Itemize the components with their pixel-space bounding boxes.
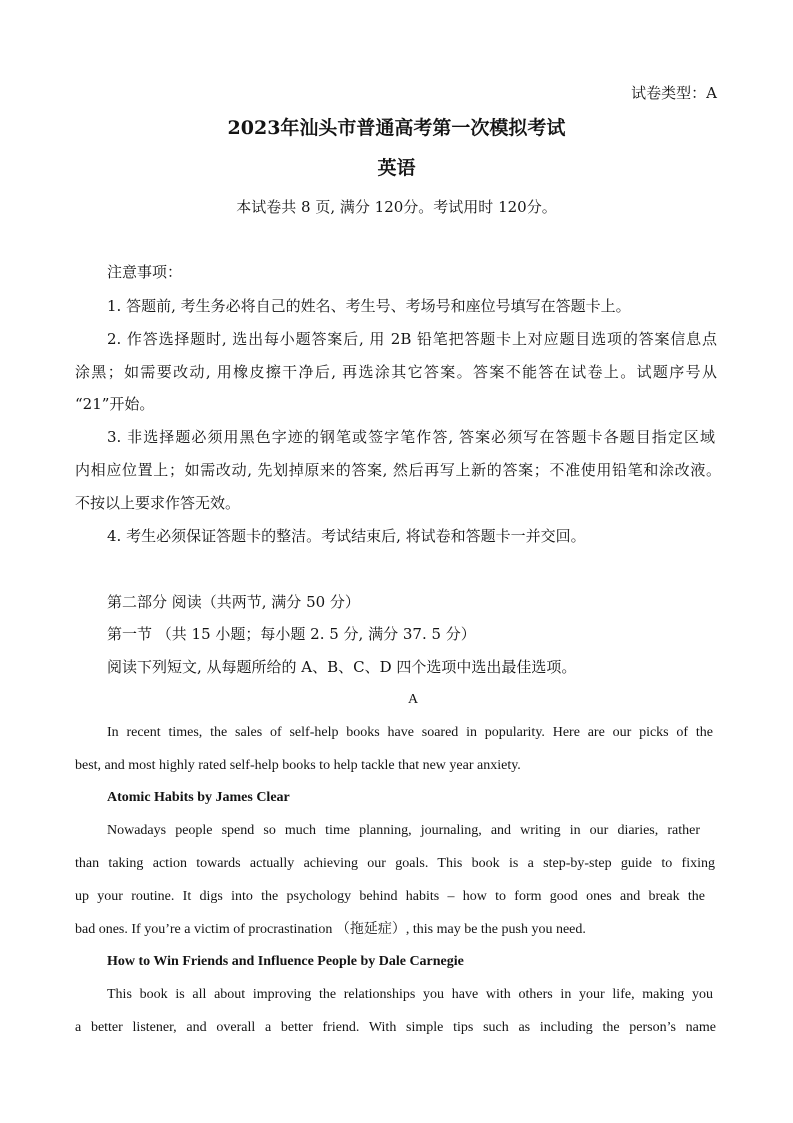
- notice-line: 1. 答题前, 考生务必将自己的姓名、考生号、考场号和座位号填写在答题卡上。: [107, 297, 631, 315]
- book-description-line: This book is all about improving the relationships you have with others in your life, making you: [107, 987, 713, 1002]
- notice-line: “21”开始。: [75, 395, 155, 413]
- subject-title: 英语: [377, 157, 416, 179]
- book-description-line: Nowadays people spend so much time planning, journaling, and writing in our diaries, rather: [107, 823, 700, 838]
- notice-heading: 注意事项：: [107, 263, 183, 281]
- exam-info: 本试卷共 8 页, 满分 120分。考试用时 120分。: [236, 198, 557, 216]
- notice-line: 3. 非选择题必须用黑色字迹的钢笔或签字笔作答, 答案必须写在答题卡各题目指定区域: [107, 428, 715, 446]
- notice-line: 内相应位置上；如需改动, 先划掉原来的答案, 然后再写上新的答案；不准使用铅笔和涂改液。: [75, 461, 721, 479]
- exam-title: 2023年汕头市普通高考第一次模拟考试: [227, 117, 566, 139]
- passage-label: A: [407, 692, 419, 707]
- book-title: Atomic Habits by James Clear: [107, 790, 290, 805]
- part2-heading: 第二部分 阅读（共两节, 满分 50 分）: [107, 593, 360, 611]
- book-description-line: than taking action towards actually achieving our goals. This book is a step-by-step guide to fixing: [75, 856, 715, 871]
- book-description-line: a better listener, and overall a better friend. With simple tips such as including the person’s name: [75, 1020, 716, 1035]
- section1-heading: 第一节 （共 15 小题；每小题 2. 5 分, 满分 37. 5 分）: [107, 625, 476, 643]
- notice-line: 不按以上要求作答无效。: [75, 494, 241, 512]
- exam-type-label: 试卷类型：A: [631, 84, 717, 102]
- passage-intro-line: In recent times, the sales of self-help books have soared in popularity. Here are our picks of the: [107, 725, 713, 740]
- notice-line: 4. 考生必须保证答题卡的整洁。考试结束后, 将试卷和答题卡一并交回。: [107, 527, 586, 545]
- book-title: How to Win Friends and Influence People by Dale Carnegie: [107, 954, 464, 969]
- book-description-line: up your routine. It digs into the psychology behind habits – how to form good ones and break the: [75, 889, 705, 904]
- notice-line: 2. 作答选择题时, 选出每小题答案后, 用 2B 铅笔把答题卡上对应题目选项的答案信息点: [107, 330, 717, 348]
- notice-line: 涂黑；如需要改动, 用橡皮擦干净后, 再选涂其它答案。答案不能答在试卷上。试题序号从: [75, 363, 717, 381]
- reading-instruction: 阅读下列短文, 从每题所给的 A、B、C、D 四个选项中选出最佳选项。: [107, 658, 577, 676]
- book-description-line: bad ones. If you’re a victim of procrastination （拖延症）, this may be the push you need.: [75, 922, 586, 937]
- passage-intro-line: best, and most highly rated self-help books to help tackle that new year anxiety.: [75, 758, 521, 773]
